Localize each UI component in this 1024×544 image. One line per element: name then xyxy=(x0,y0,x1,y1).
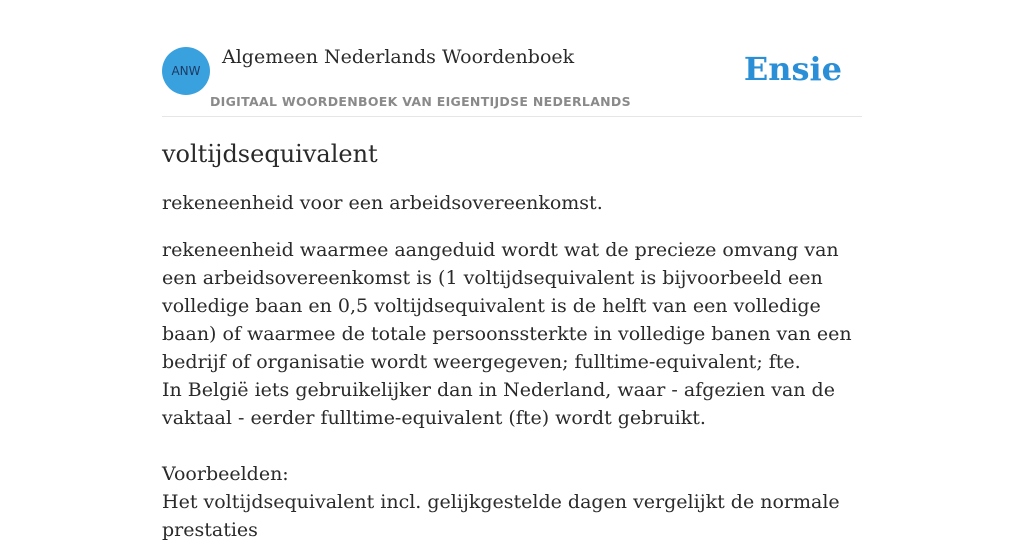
spacer xyxy=(162,432,864,460)
anw-logo[interactable] xyxy=(162,47,210,95)
examples-label: Voorbeelden: xyxy=(162,463,289,485)
example-sentence: Het voltijdsequivalent incl. gelijkgestelde dagen vergelijkt de normale prestaties xyxy=(162,491,840,541)
usage-note: In België iets gebruikelijker dan in Nederland, waar - afgezien van de vaktaal - eerder fulltime-equivalent (fte) wordt gebruikt. xyxy=(162,379,835,429)
site-header xyxy=(162,38,862,117)
short-definition: rekeneenheid voor een arbeidsovereenkomst. xyxy=(162,192,603,214)
entry-description: rekeneenheid waarmee aangeduid wordt wat de precieze omvang van een arbeidsovereenkomst is (1 voltijdsequivalent is bijvoorbeeld een volledige baan en 0,5 voltijdsequivalent is de helft van een volledige baan) of waarmee de totale persoonssterkte in volledige banen van een bedrijf of organisatie wordt weergegeven; fulltime-equivalent; fte. xyxy=(162,239,852,373)
site-subtitle: DIGITAAL WOORDENBOEK VAN EIGENTIJDSE NEDERLANDS xyxy=(210,94,631,109)
logo-text: ANW xyxy=(171,64,201,78)
ensie-brand-logo[interactable]: Ensie xyxy=(743,50,842,88)
entry-content xyxy=(162,138,864,544)
site-title[interactable]: Algemeen Nederlands Woordenboek xyxy=(222,46,575,68)
entry-headword: voltijdsequivalent xyxy=(162,140,378,168)
